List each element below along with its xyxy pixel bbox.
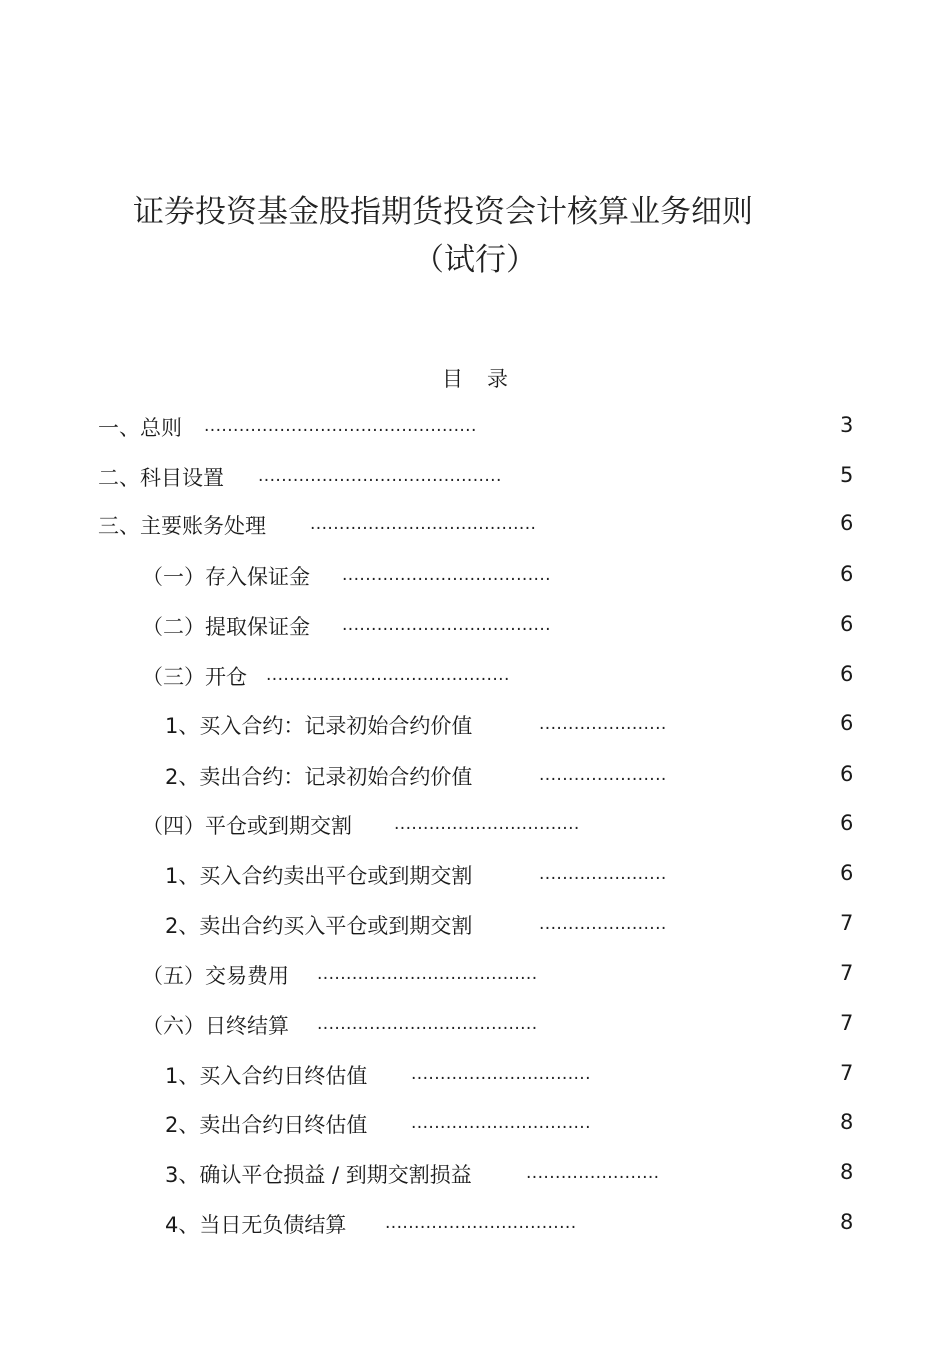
toc-leader-dots: ...................... (539, 864, 667, 884)
toc-page-number: 7 (840, 1061, 854, 1085)
toc-leader-dots: ................................. (385, 1213, 577, 1233)
toc-page-number: 8 (840, 1210, 854, 1234)
toc-page-number: 8 (840, 1160, 854, 1184)
toc-entry-label: （五）交易费用 (142, 964, 289, 988)
toc-entry-label: （三）开仓 (142, 665, 247, 689)
toc-page-number: 6 (840, 511, 854, 535)
toc-entry-label: 1、买入合约卖出平仓或到期交割 (165, 864, 473, 888)
toc-entry-label: 2、卖出合约：记录初始合约价值 (165, 765, 473, 789)
toc-entry-label: 1、买入合约日终估值 (165, 1064, 368, 1088)
toc-leader-dots: ................................ (394, 814, 580, 834)
toc-page-number: 6 (840, 861, 854, 885)
toc-page-number: 7 (840, 961, 854, 985)
document-title: 证券投资基金股指期货投资会计核算业务细则 (133, 194, 753, 230)
toc-leader-dots: ............................... (411, 1064, 591, 1084)
toc-page-number: 8 (840, 1110, 854, 1134)
toc-entry-label: （二）提取保证金 (142, 615, 310, 639)
toc-page-number: 6 (840, 662, 854, 686)
toc-heading: 目录 (442, 367, 532, 391)
toc-leader-dots: ...................... (539, 914, 667, 934)
toc-leader-dots: ...................... (539, 765, 667, 785)
toc-page-number: 6 (840, 811, 854, 835)
toc-leader-dots: ....................... (526, 1163, 660, 1183)
toc-leader-dots: ............................... (411, 1113, 591, 1133)
toc-page-number: 7 (840, 1011, 854, 1035)
toc-leader-dots: ............................................... (204, 416, 477, 436)
document-subtitle: （试行） (413, 242, 537, 278)
toc-entry-label: 3、确认平仓损益 / 到期交割损益 (165, 1163, 472, 1187)
toc-entry-label: 2、卖出合约买入平仓或到期交割 (165, 914, 473, 938)
toc-page-number: 6 (840, 762, 854, 786)
toc-entry-label: 一、总则 (98, 416, 182, 440)
toc-page-number: 6 (840, 711, 854, 735)
toc-leader-dots: .......................................... (258, 466, 502, 486)
toc-entry-label: 三、主要账务处理 (98, 514, 266, 538)
toc-entry-label: 二、科目设置 (98, 466, 224, 490)
toc-page-number: 3 (840, 413, 854, 437)
toc-leader-dots: ...................................... (317, 964, 538, 984)
toc-leader-dots: .................................... (342, 615, 551, 635)
toc-page-number: 5 (840, 463, 854, 487)
toc-page-number: 6 (840, 562, 854, 586)
toc-page-number: 7 (840, 911, 854, 935)
toc-entry-label: 1、买入合约：记录初始合约价值 (165, 714, 473, 738)
toc-entry-label: 2、卖出合约日终估值 (165, 1113, 368, 1137)
toc-leader-dots: ...................................... (317, 1014, 538, 1034)
toc-leader-dots: .......................................... (266, 665, 510, 685)
toc-page-number: 6 (840, 612, 854, 636)
toc-entry-label: （一）存入保证金 (142, 565, 310, 589)
toc-entry-label: 4、当日无负债结算 (165, 1213, 347, 1237)
toc-entry-label: （四）平仓或到期交割 (142, 814, 352, 838)
toc-leader-dots: ....................................... (310, 514, 537, 534)
toc-leader-dots: ...................... (539, 714, 667, 734)
toc-entry-label: （六）日终结算 (142, 1014, 289, 1038)
toc-leader-dots: .................................... (342, 565, 551, 585)
